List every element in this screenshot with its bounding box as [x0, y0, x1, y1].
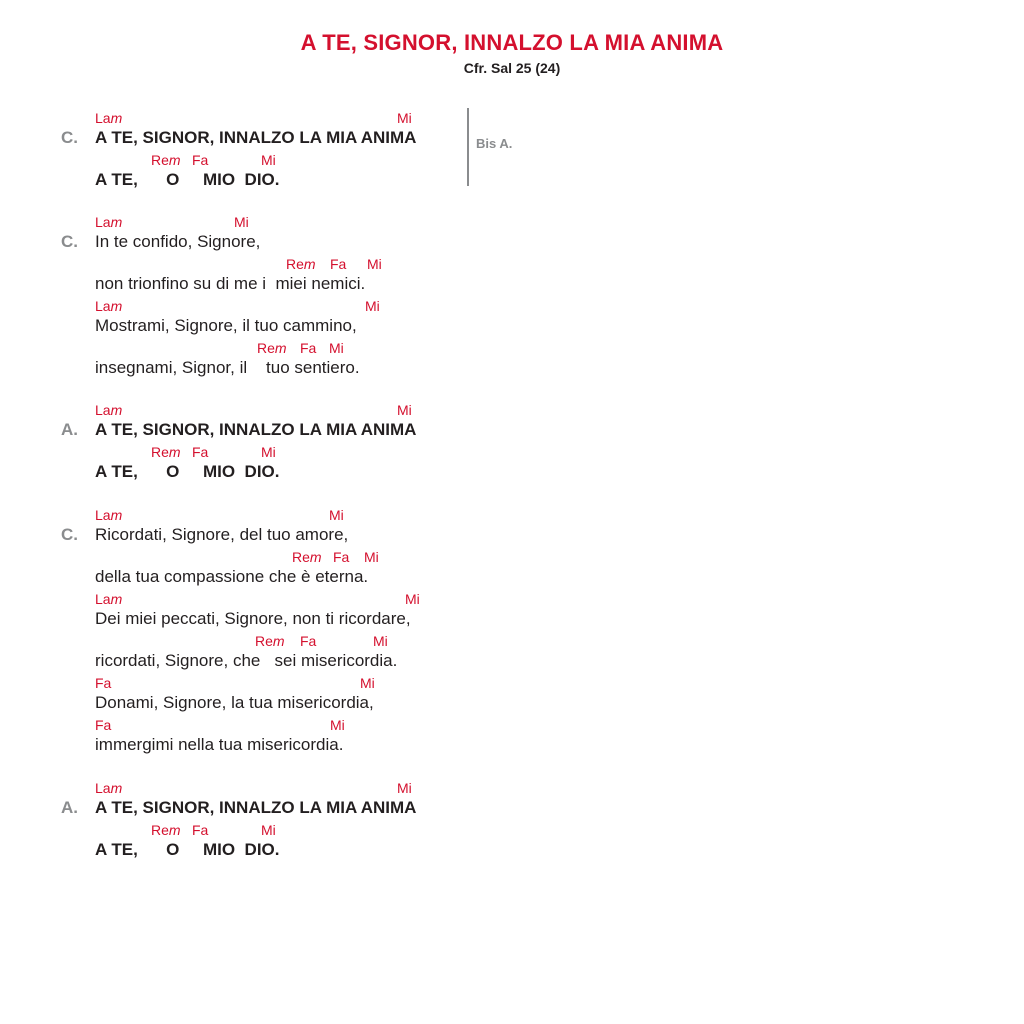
- chord-minor: m: [303, 256, 316, 272]
- section-marker: C.: [61, 232, 78, 251]
- lyric-text: immergimi nella tua misericordia.: [95, 735, 344, 754]
- psalm-reference: Cfr. Sal 25 (24): [463, 60, 561, 76]
- chord: [397, 110, 412, 126]
- chord-minor: m: [110, 507, 123, 523]
- song-line: [0, 591, 600, 633]
- chord: [234, 214, 249, 230]
- chord-root: Mi: [261, 822, 276, 838]
- chord: [364, 549, 379, 565]
- chord: [300, 340, 316, 356]
- section-marker: C.: [61, 128, 78, 147]
- lyric-text: In te confido, Signore,: [95, 232, 261, 251]
- chord-root: La: [95, 402, 111, 418]
- song-line: [0, 298, 600, 340]
- chord: [367, 256, 382, 272]
- lyric-text: A TE, O MIO DIO.: [95, 462, 280, 481]
- chord-root: Fa: [192, 822, 209, 838]
- lyric-text: Donami, Signore, la tua misericordia,: [95, 693, 374, 712]
- chord-root: Mi: [234, 214, 249, 230]
- chord-root: Mi: [261, 152, 276, 168]
- chord: [397, 780, 412, 796]
- chord-root: Fa: [300, 340, 317, 356]
- chord-root: Mi: [330, 717, 345, 733]
- chord-root: Re: [292, 549, 310, 565]
- song-line: [0, 717, 600, 759]
- song-line: [0, 549, 600, 591]
- bis-label: Bis A.: [476, 136, 513, 151]
- chord-minor: m: [110, 214, 123, 230]
- song-line: [0, 256, 600, 298]
- chord: [261, 444, 276, 460]
- chord: [95, 780, 122, 796]
- song-line: [0, 152, 600, 194]
- chord-root: Fa: [192, 152, 209, 168]
- chord: [286, 256, 316, 272]
- lyric-text: della tua compassione che è eterna.: [95, 567, 369, 586]
- chord: [192, 822, 208, 838]
- chord-root: Re: [151, 822, 169, 838]
- chord-minor: m: [110, 402, 123, 418]
- chord: [95, 298, 122, 314]
- chord: [292, 549, 322, 565]
- chord-minor: m: [110, 591, 123, 607]
- chord-root: Mi: [365, 298, 380, 314]
- chord-root: Re: [286, 256, 304, 272]
- chord-root: Mi: [397, 402, 412, 418]
- chord-root: Fa: [300, 633, 317, 649]
- song-line: [0, 110, 600, 152]
- chord-root: Fa: [95, 675, 112, 691]
- chord-root: Fa: [192, 444, 209, 460]
- chord: [300, 633, 316, 649]
- chord-root: Re: [255, 633, 273, 649]
- chord-root: Mi: [367, 256, 382, 272]
- chord: [95, 507, 122, 523]
- chord-minor: m: [110, 298, 123, 314]
- lyric-text: A TE, O MIO DIO.: [95, 170, 280, 189]
- section-marker: C.: [61, 525, 78, 544]
- chord-minor: m: [309, 549, 322, 565]
- chord-minor: m: [168, 444, 181, 460]
- chord: [257, 340, 287, 356]
- chord: [95, 675, 111, 691]
- song-line: [0, 780, 600, 822]
- lyric-text: A TE, SIGNOR, INNALZO LA MIA ANIMA: [95, 798, 417, 817]
- song-line: [0, 214, 600, 256]
- chord-root: Mi: [329, 507, 344, 523]
- chord: [95, 717, 111, 733]
- lyric-text: Ricordati, Signore, del tuo amore,: [95, 525, 349, 544]
- chord: [365, 298, 380, 314]
- song-line: [0, 402, 600, 444]
- chord-minor: m: [272, 633, 285, 649]
- lyric-text: insegnami, Signor, il tuo sentiero.: [95, 358, 360, 377]
- chord-root: La: [95, 214, 111, 230]
- chord: [405, 591, 420, 607]
- chord: [192, 444, 208, 460]
- chord-root: Mi: [360, 675, 375, 691]
- chord: [95, 402, 122, 418]
- chord-root: Mi: [397, 780, 412, 796]
- lyric-text: Dei miei peccati, Signore, non ti ricordare,: [95, 609, 411, 628]
- lyric-text: A TE, SIGNOR, INNALZO LA MIA ANIMA: [95, 128, 417, 147]
- song-line: [0, 444, 600, 486]
- chord: [151, 152, 181, 168]
- chord: [329, 340, 344, 356]
- chord-root: Mi: [405, 591, 420, 607]
- chord-root: La: [95, 591, 111, 607]
- chord: [330, 256, 346, 272]
- song-line: [0, 507, 600, 549]
- chord-minor: m: [168, 822, 181, 838]
- chord: [95, 214, 122, 230]
- chord-root: La: [95, 507, 111, 523]
- chord-root: Fa: [330, 256, 347, 272]
- chord: [151, 444, 181, 460]
- chord-minor: m: [110, 780, 123, 796]
- lyric-text: non trionfino su di me i miei nemici.: [95, 274, 366, 293]
- chord-root: La: [95, 110, 111, 126]
- lyric-text: A TE, SIGNOR, INNALZO LA MIA ANIMA: [95, 420, 417, 439]
- chord: [329, 507, 344, 523]
- lyric-text: ricordati, Signore, che sei misericordia.: [95, 651, 398, 670]
- chord-root: Mi: [261, 444, 276, 460]
- chord-root: Re: [257, 340, 275, 356]
- chord: [255, 633, 285, 649]
- chord: [192, 152, 208, 168]
- song-line: [0, 340, 600, 382]
- chord: [151, 822, 181, 838]
- song-line: [0, 822, 600, 864]
- song-line: [0, 675, 600, 717]
- chord-root: La: [95, 780, 111, 796]
- chord-root: La: [95, 298, 111, 314]
- chord-root: Re: [151, 152, 169, 168]
- chord-root: Mi: [373, 633, 388, 649]
- chord: [261, 152, 276, 168]
- chord-root: Fa: [95, 717, 112, 733]
- chord-minor: m: [274, 340, 287, 356]
- chord-root: Fa: [333, 549, 350, 565]
- chord-minor: m: [168, 152, 181, 168]
- chord: [397, 402, 412, 418]
- chord: [330, 717, 345, 733]
- chord: [360, 675, 375, 691]
- section-marker: A.: [61, 420, 78, 439]
- chord-root: Mi: [397, 110, 412, 126]
- chord-root: Mi: [364, 549, 379, 565]
- lyric-text: A TE, O MIO DIO.: [95, 840, 280, 859]
- chord: [373, 633, 388, 649]
- chord-root: Mi: [329, 340, 344, 356]
- section-marker: A.: [61, 798, 78, 817]
- chord: [261, 822, 276, 838]
- song-line: [0, 633, 600, 675]
- chord: [95, 110, 122, 126]
- chord-root: Re: [151, 444, 169, 460]
- chord-minor: m: [110, 110, 123, 126]
- chord: [333, 549, 349, 565]
- chord: [95, 591, 122, 607]
- lyric-text: Mostrami, Signore, il tuo cammino,: [95, 316, 357, 335]
- song-title: A TE, SIGNOR, INNALZO LA MIA ANIMA: [300, 30, 724, 55]
